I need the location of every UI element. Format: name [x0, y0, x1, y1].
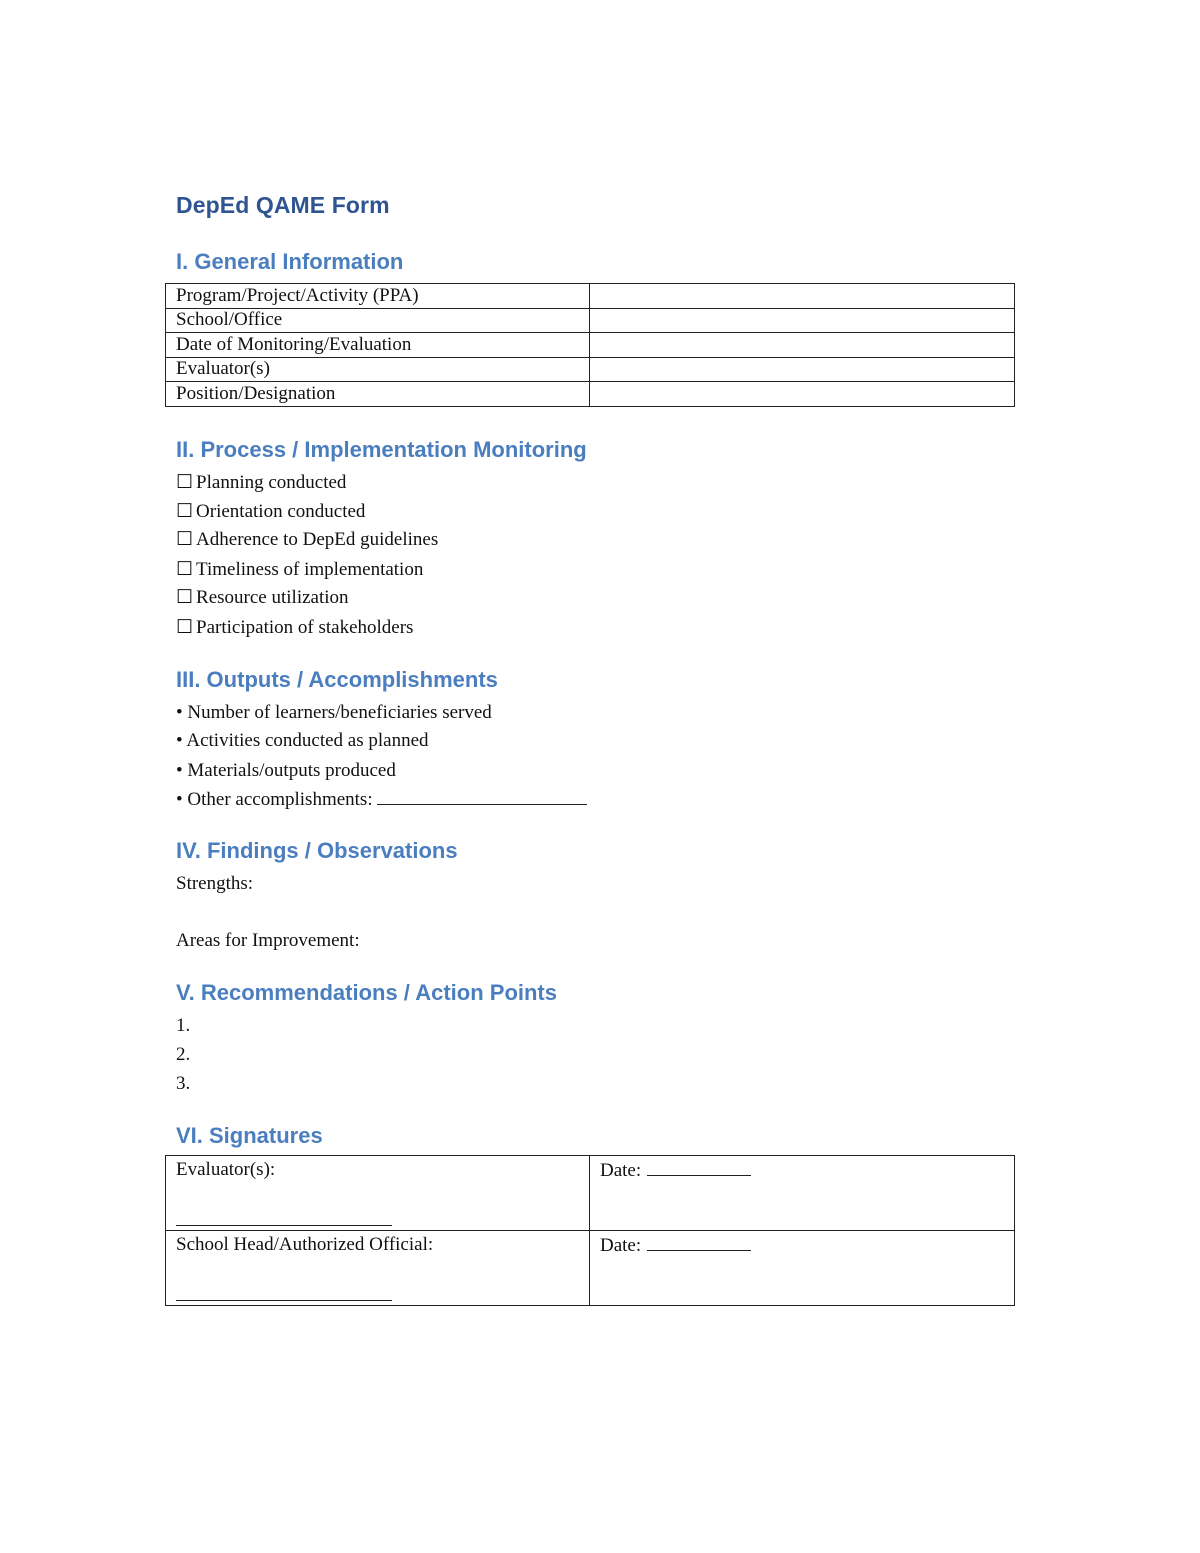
checkbox-icon[interactable]: ☐	[176, 472, 194, 493]
list-item: 3.	[176, 1073, 191, 1094]
checklist-item[interactable]	[176, 501, 365, 523]
checklist-label: Resource utilization	[196, 587, 349, 608]
evaluator-label: Evaluator(s):	[176, 1159, 276, 1180]
checkbox-icon[interactable]: ☐	[176, 617, 194, 638]
table-row	[166, 1231, 1015, 1306]
row-label-position-designation: Position/Designation	[166, 382, 590, 407]
table-row	[166, 308, 1015, 333]
general-information-table	[165, 283, 1015, 407]
checkbox-icon[interactable]: ☐	[176, 587, 194, 608]
date-blank[interactable]	[647, 1159, 751, 1176]
date-field	[600, 1159, 751, 1182]
row-label-ppa: Program/Project/Activity (PPA)	[166, 284, 590, 309]
table-row	[166, 333, 1015, 358]
signatures-table	[165, 1155, 1015, 1306]
school-head-signature-line[interactable]	[176, 1300, 392, 1301]
checklist-item[interactable]	[176, 472, 346, 494]
other-accomplishments-blank[interactable]	[377, 788, 587, 805]
checkbox-icon[interactable]: ☐	[176, 559, 194, 580]
row-value-date-of-monitoring[interactable]	[590, 333, 1015, 358]
list-item: • Number of learners/beneficiaries served	[176, 702, 492, 723]
checkbox-icon[interactable]: ☐	[176, 529, 194, 550]
checkbox-icon[interactable]: ☐	[176, 501, 194, 522]
section-heading-process-monitoring: II. Process / Implementation Monitoring	[176, 437, 587, 462]
row-label-evaluators: Evaluator(s)	[166, 357, 590, 382]
date-label: Date:	[600, 1160, 642, 1181]
evaluator-date-cell[interactable]	[590, 1156, 1015, 1231]
checklist-item[interactable]	[176, 587, 349, 609]
list-item-other-accomplishments	[176, 788, 587, 811]
row-value-position-designation[interactable]	[590, 382, 1015, 407]
date-label: Date:	[600, 1235, 642, 1256]
document-title: DepEd QAME Form	[176, 192, 390, 218]
date-blank[interactable]	[647, 1234, 751, 1251]
checklist-label: Planning conducted	[196, 472, 347, 493]
section-heading-findings: IV. Findings / Observations	[176, 838, 458, 863]
table-row	[166, 1156, 1015, 1231]
checklist-label: Timeliness of implementation	[196, 559, 424, 580]
list-item: • Activities conducted as planned	[176, 730, 429, 751]
section-heading-general-information: I. General Information	[176, 249, 404, 274]
checklist-label: Adherence to DepEd guidelines	[196, 529, 439, 550]
table-row	[166, 357, 1015, 382]
table-row	[166, 382, 1015, 407]
evaluator-signature-line[interactable]	[176, 1225, 392, 1226]
section-heading-recommendations: V. Recommendations / Action Points	[176, 980, 557, 1005]
school-head-signature-cell[interactable]	[166, 1231, 590, 1306]
row-value-evaluators[interactable]	[590, 357, 1015, 382]
school-head-date-cell[interactable]	[590, 1231, 1015, 1306]
list-item: 2.	[176, 1044, 191, 1065]
list-item-label: • Other accomplishments:	[176, 789, 373, 810]
row-label-school-office: School/Office	[166, 308, 590, 333]
list-item: • Materials/outputs produced	[176, 760, 396, 781]
checklist-label: Participation of stakeholders	[196, 617, 414, 638]
evaluator-signature-cell[interactable]	[166, 1156, 590, 1231]
checklist-item[interactable]	[176, 617, 413, 639]
row-label-date-of-monitoring: Date of Monitoring/Evaluation	[166, 333, 590, 358]
checklist-item[interactable]	[176, 529, 438, 551]
section-heading-outputs: III. Outputs / Accomplishments	[176, 667, 498, 692]
list-item: 1.	[176, 1015, 191, 1036]
section-heading-signatures: VI. Signatures	[176, 1123, 323, 1148]
row-value-ppa[interactable]	[590, 284, 1015, 309]
date-field	[600, 1234, 751, 1257]
school-head-label: School Head/Authorized Official:	[176, 1234, 434, 1255]
areas-for-improvement-label: Areas for Improvement:	[176, 930, 360, 951]
table-row	[166, 284, 1015, 309]
checklist-item[interactable]	[176, 559, 423, 581]
checklist-label: Orientation conducted	[196, 501, 366, 522]
row-value-school-office[interactable]	[590, 308, 1015, 333]
strengths-label: Strengths:	[176, 873, 254, 894]
